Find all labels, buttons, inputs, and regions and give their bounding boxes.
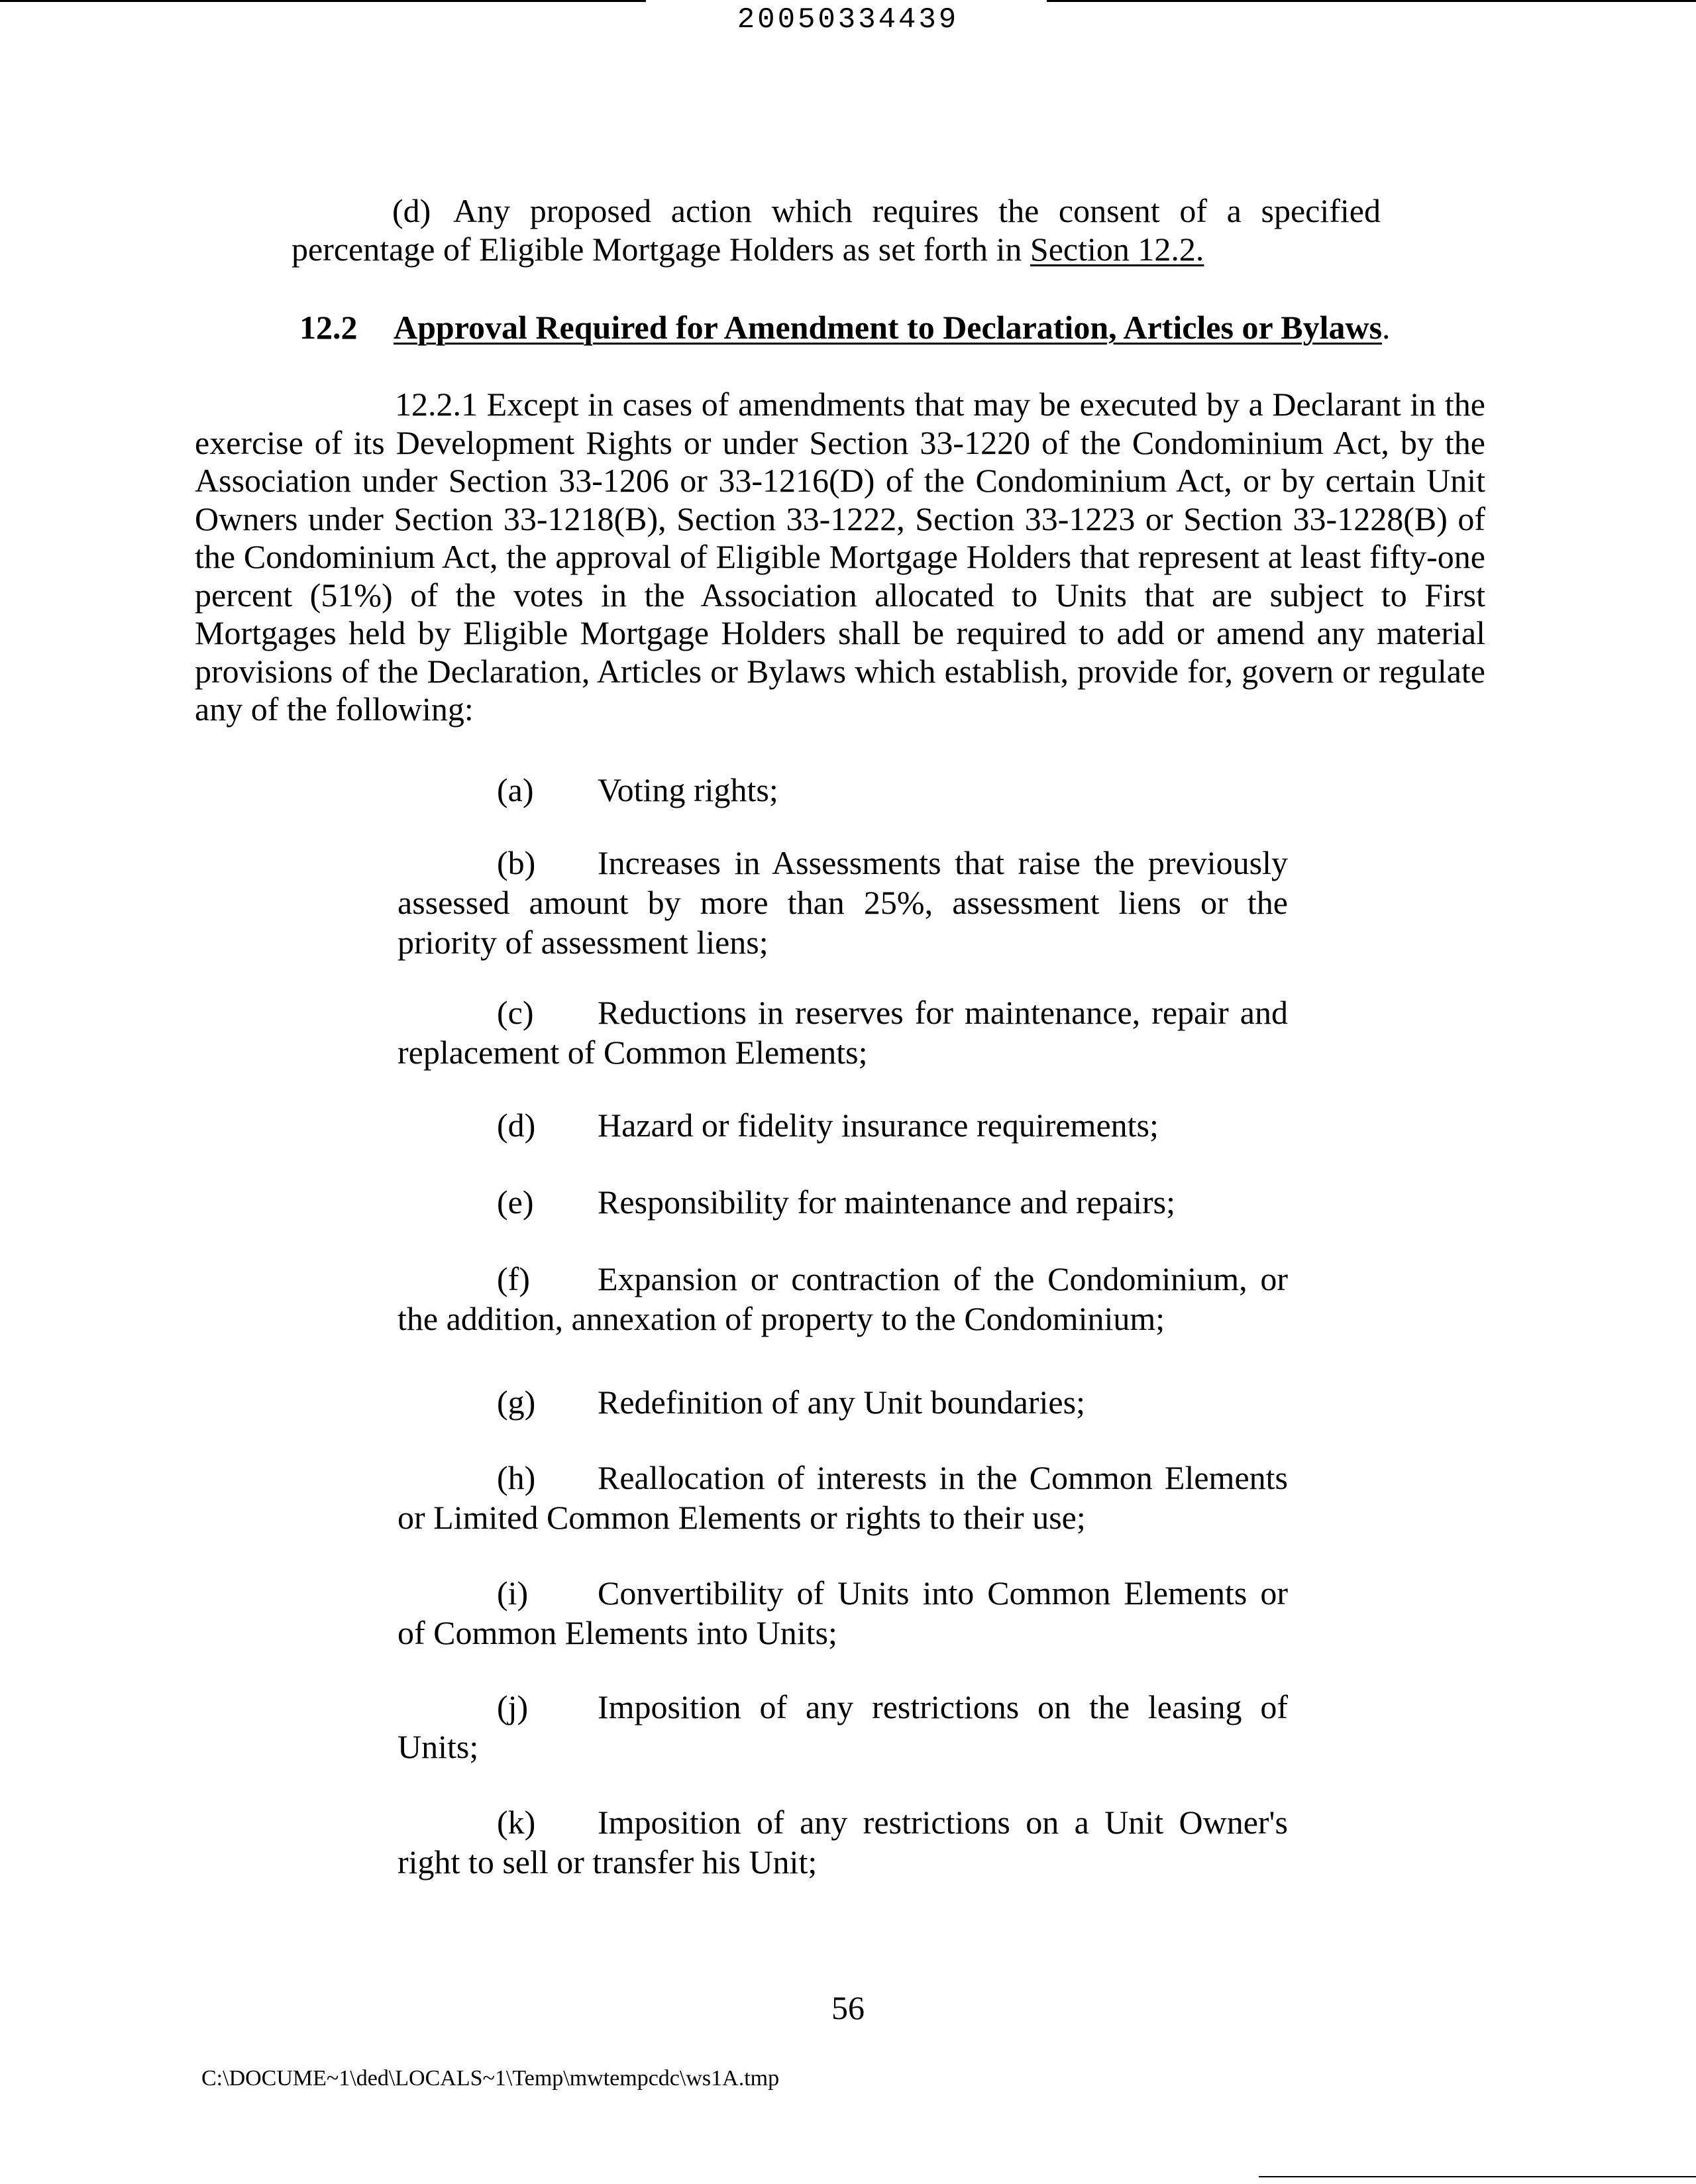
list-item-first-line — [398, 1182, 1288, 1222]
list-item-label: (h) — [497, 1459, 536, 1496]
intro-item-label: (d) — [392, 192, 431, 229]
top-rule-left — [0, 0, 646, 2]
record-number: 20050334439 — [737, 3, 959, 36]
subsection-number: 12.2.1 — [395, 386, 478, 423]
section-heading — [299, 307, 1391, 347]
list-item-text: Increases in Assessments that raise the previously — [598, 844, 1288, 881]
list-item-first-line — [398, 1802, 1288, 1842]
list-item — [398, 770, 1288, 810]
list-item-continuation: Units; — [398, 1728, 479, 1765]
list-item — [398, 993, 1288, 1072]
list-item-first-line — [398, 1105, 1288, 1145]
intro-item — [292, 192, 1381, 268]
section-title: Approval Required for Amendment to Declaration, Articles or Bylaws — [394, 309, 1383, 346]
list-item-first-line — [398, 843, 1288, 883]
list-item-first-line — [398, 993, 1288, 1032]
list-item-text: Reductions in reserves for maintenance, repair and — [598, 994, 1288, 1031]
intro-item-text-line2: percentage of Eligible Mortgage Holders as set forth in — [292, 230, 1030, 268]
list-item — [398, 1105, 1288, 1145]
section-reference-link[interactable]: Section 12.2. — [1030, 230, 1204, 268]
list-item-continuation: assessed amount by more than 25%, assessment liens or the priority of assessment liens; — [398, 884, 1288, 961]
section-number: 12.2 — [299, 309, 358, 346]
list-item-text: Imposition of any restrictions on the leasing of — [598, 1688, 1288, 1725]
subsection-paragraph — [195, 386, 1485, 729]
list-item-first-line — [398, 1382, 1288, 1422]
list-item-text: Expansion or contraction of the Condominium, or — [598, 1260, 1288, 1297]
list-item-text: Voting rights; — [598, 771, 778, 808]
list-item-first-line — [398, 1458, 1288, 1498]
list-item-continuation: replacement of Common Elements; — [398, 1034, 868, 1071]
list-item-label: (j) — [497, 1688, 529, 1725]
list-item-text: Responsibility for maintenance and repairs; — [598, 1183, 1175, 1221]
list-item-first-line — [398, 1259, 1288, 1299]
list-item-label: (b) — [497, 844, 536, 881]
list-item-first-line — [398, 1573, 1288, 1613]
footer-file-path: C:\DOCUME~1\ded\LOCALS~1\Temp\mwtempcdc\ws1A.tmp — [201, 2066, 780, 2091]
list-item-label: (c) — [497, 994, 534, 1031]
list-item — [398, 1382, 1288, 1422]
list-item-label: (d) — [497, 1107, 536, 1144]
list-item-label: (e) — [497, 1183, 534, 1221]
list-item — [398, 1687, 1288, 1767]
list-item-continuation: of Common Elements into Units; — [398, 1614, 837, 1651]
list-item-text: Redefinition of any Unit boundaries; — [598, 1384, 1085, 1421]
list-item — [398, 1802, 1288, 1882]
list-item-continuation: or Limited Common Elements or rights to their use; — [398, 1499, 1086, 1536]
list-item — [398, 1182, 1288, 1222]
list-item — [398, 1458, 1288, 1537]
list-item-label: (a) — [497, 771, 534, 808]
list-item — [398, 1573, 1288, 1653]
subsection-body: Except in cases of amendments that may be executed by a Declarant in the exercise of its Development Rights or under Section 33-1220 of the Condominium Act, by the Association under Section 33-1206 or 33-1216(D) of the Condominium Act, or by certain Unit Owners under Section 33-1218(B), Section 33-1222, Section 33-1223 or Section 33-1228(B) of the Condominium Act, the approval of Eligible Mortgage Holders that represent at least fifty-one percent (51%) of the votes in the Association allocated to Units that are subject to First Mortgages held by Eligible Mortgage Holders shall be required to add or amend any material provisions of the Declaration, Articles or Bylaws which establish, provide for, govern or regulate any of the following: — [195, 386, 1485, 728]
list-item-text: Convertibility of Units into Common Elements or — [598, 1574, 1288, 1611]
list-item-text: Reallocation of interests in the Common Elements — [598, 1459, 1288, 1496]
page-number: 56 — [831, 1989, 865, 2026]
list-item-label: (f) — [497, 1260, 530, 1297]
list-item — [398, 1259, 1288, 1338]
list-item-label: (g) — [497, 1384, 536, 1421]
list-item-continuation: right to sell or transfer his Unit; — [398, 1843, 818, 1881]
list-item-label: (i) — [497, 1574, 529, 1611]
list-item-text: Imposition of any restrictions on a Unit Owner's — [598, 1804, 1288, 1841]
list-item — [398, 843, 1288, 962]
list-item-first-line — [398, 770, 1288, 810]
list-item-first-line — [398, 1687, 1288, 1727]
list-item-text: Hazard or fidelity insurance requirements; — [598, 1107, 1159, 1144]
section-title-suffix: . — [1382, 309, 1391, 346]
bottom-scan-mark — [1259, 2176, 1696, 2177]
list-item-label: (k) — [497, 1804, 536, 1841]
list-item-continuation: the addition, annexation of property to the Condominium; — [398, 1300, 1165, 1337]
intro-item-text-line1: Any proposed action which requires the consent of a specified — [453, 192, 1381, 229]
top-rule-right — [1047, 0, 1696, 2]
